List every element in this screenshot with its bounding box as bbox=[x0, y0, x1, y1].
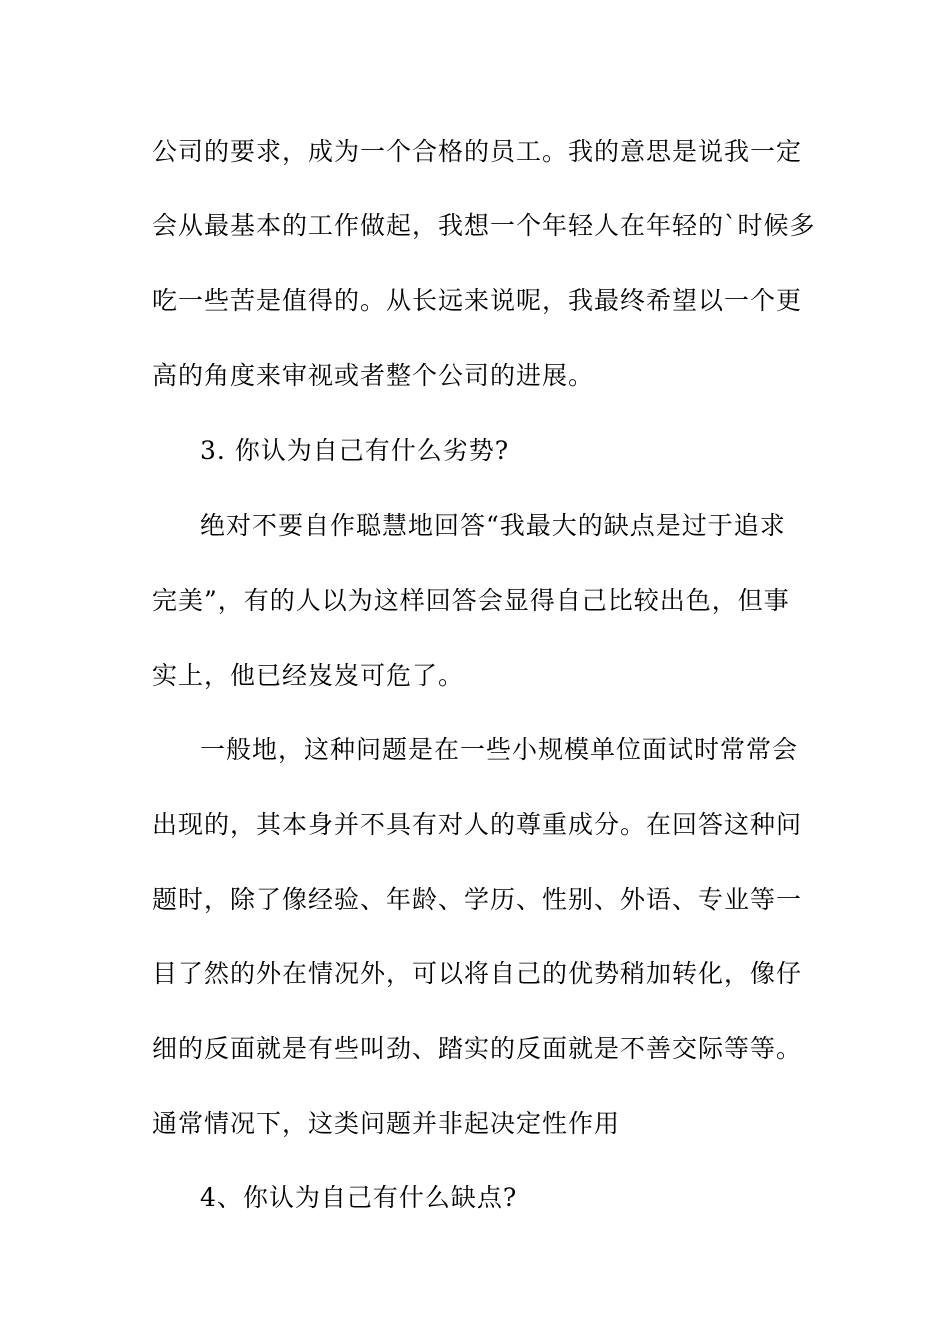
section-heading: 3. 你认为自己有什么劣势? bbox=[200, 436, 510, 465]
paragraph-line: 通常情况下，这类问题并非起决定性作用 bbox=[152, 1109, 621, 1138]
paragraph-line: 实上，他已经岌岌可危了。 bbox=[152, 661, 465, 690]
paragraph-line: 目了然的外在情况外，可以将自己的优势稍加转化，像仔 bbox=[152, 959, 803, 988]
paragraph-line: 细的反面就是有些叫劲、踏实的反面就是不善交际等等。 bbox=[152, 1034, 803, 1063]
paragraph-line: 公司的要求，成为一个合格的员工。我的意思是说我一定 bbox=[152, 137, 803, 166]
paragraph-line: 出现的，其本身并不具有对人的尊重成分。在回答这种问 bbox=[152, 810, 803, 839]
paragraph-line: 吃一些苦是值得的。从长远来说呢，我最终希望以一个更 bbox=[152, 286, 803, 315]
paragraph-line: 一般地，这种问题是在一些小规模单位面试时常常会 bbox=[200, 735, 799, 764]
paragraph-line: 题时，除了像经验、年龄、学历、性别、外语、专业等一 bbox=[152, 885, 803, 914]
paragraph-line: 高的角度来审视或者整个公司的进展。 bbox=[152, 361, 595, 390]
paragraph-line: 绝对不要自作聪慧地回答“我最大的缺点是过于追求 bbox=[200, 511, 786, 540]
paragraph-line: 会从最基本的工作做起，我想一个年轻人在年轻的`时候多 bbox=[152, 211, 816, 240]
paragraph-line: 完美”，有的人以为这样回答会显得自己比较出色，但事 bbox=[152, 586, 790, 615]
section-heading: 4、你认为自己有什么缺点? bbox=[200, 1183, 518, 1212]
